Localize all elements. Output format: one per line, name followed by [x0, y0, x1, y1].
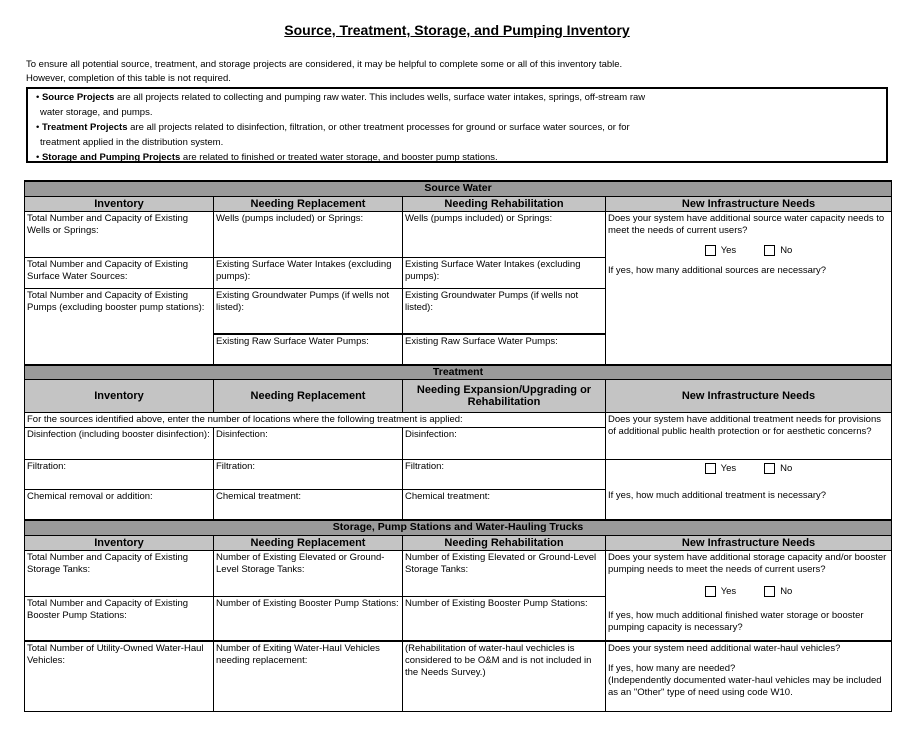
definitions-box — [26, 87, 888, 163]
inventory-cell[interactable]: Total Number of Utility-Owned Water-Haul Vehicles: — [25, 641, 214, 711]
inventory-cell[interactable]: Total Number and Capacity of Existing Surface Water Sources: — [25, 257, 214, 288]
inventory-cell[interactable]: Chemical removal or addition: — [25, 489, 214, 519]
no-checkbox[interactable] — [764, 586, 775, 597]
no-label: No — [780, 462, 793, 474]
col-header: Needing Expansion/Upgrading or Rehabilitation — [403, 379, 606, 412]
col-header: Needing Replacement — [214, 196, 403, 211]
yes-label: Yes — [720, 244, 737, 256]
section-header: Source Water — [25, 181, 892, 196]
term: Source Projects — [41, 92, 115, 103]
source-water-table — [24, 180, 892, 365]
storage-table — [24, 519, 892, 712]
col-header: New Infrastructure Needs — [606, 196, 892, 211]
inventory-cell[interactable]: Total Number and Capacity of Existing Pumps (excluding booster pump stations): — [25, 288, 214, 364]
question: Does your system need additional water-haul vehicles? — [608, 643, 841, 654]
replacement-cell[interactable]: Disinfection: — [214, 427, 403, 459]
replacement-cell[interactable]: Number of Exiting Water-Haul Vehicles needing replacement: — [214, 641, 403, 711]
followup-question: If yes, how much additional finished water storage or booster pumping capacity is necessary? — [608, 609, 864, 633]
section-header: Storage, Pump Stations and Water-Hauling Trucks — [25, 520, 892, 535]
inventory-cell[interactable]: Filtration: — [25, 459, 214, 489]
replacement-cell[interactable]: Wells (pumps included) or Springs: — [214, 211, 403, 257]
definition-cont: treatment applied in the distribution system. — [40, 137, 224, 148]
col-header: Needing Rehabilitation — [403, 535, 606, 550]
col-header: Needing Replacement — [214, 535, 403, 550]
term: Treatment Projects — [41, 122, 128, 133]
col-header: Needing Replacement — [214, 379, 403, 412]
rehab-cell[interactable]: Chemical treatment: — [403, 489, 606, 519]
rehab-cell[interactable]: Disinfection: — [403, 427, 606, 459]
definition: are all projects related to disinfection, filtration, or other treatment processes for ground or surface water sources, or for — [127, 122, 630, 133]
new-needs-cell — [606, 211, 892, 364]
replacement-cell[interactable]: Existing Groundwater Pumps (if wells not listed): — [214, 288, 403, 334]
treatment-note: For the sources identified above, enter the number of locations where the following treatment is applied: — [25, 412, 606, 427]
rehab-cell[interactable]: Filtration: — [403, 459, 606, 489]
definition-item: • Storage and Pumping Projects are related to finished or treated water storage, and booster pump stations. — [36, 152, 498, 163]
new-needs-cell — [606, 641, 892, 711]
rehab-cell[interactable]: Number of Existing Booster Pump Stations: — [403, 596, 606, 641]
intro-text — [26, 58, 622, 86]
definition-item: • Treatment Projects are all projects related to disinfection, filtration, or other treatment processes for ground or surface water sources, or for — [36, 122, 630, 133]
no-label: No — [780, 585, 793, 597]
col-header: Needing Rehabilitation — [403, 196, 606, 211]
col-header: Inventory — [25, 379, 214, 412]
rehab-cell[interactable]: Existing Surface Water Intakes (excluding pumps): — [403, 257, 606, 288]
col-header: New Infrastructure Needs — [606, 379, 892, 412]
no-checkbox[interactable] — [764, 463, 775, 474]
inventory-cell[interactable]: Total Number and Capacity of Existing Booster Pump Stations: — [25, 596, 214, 641]
definition-item: • Source Projects are all projects related to collecting and pumping raw water. This includes wells, surface water intakes, springs, off-stream raw — [36, 92, 646, 103]
question: Does your system have additional treatment needs for provisions of additional public health protection or for aesthetic concerns? — [606, 412, 892, 459]
rehab-cell[interactable]: Number of Existing Elevated or Ground-Level Storage Tanks: — [403, 550, 606, 596]
question: Does your system have additional storage capacity and/or booster pumping needs to meet the needs of current users? — [608, 551, 887, 575]
replacement-cell[interactable]: Number of Existing Booster Pump Stations: — [214, 596, 403, 641]
col-header: New Infrastructure Needs — [606, 535, 892, 550]
rehab-cell[interactable]: Existing Groundwater Pumps (if wells not listed): — [403, 288, 606, 334]
replacement-cell[interactable]: Number of Existing Elevated or Ground-Level Storage Tanks: — [214, 550, 403, 596]
yes-checkbox[interactable] — [705, 463, 716, 474]
rehab-cell[interactable]: Existing Raw Surface Water Pumps: — [403, 334, 606, 364]
yes-checkbox[interactable] — [705, 245, 716, 256]
section-header: Treatment — [25, 365, 892, 379]
replacement-cell[interactable]: Existing Surface Water Intakes (excluding pumps): — [214, 257, 403, 288]
intro-line: However, completion of this table is not required. — [26, 73, 231, 84]
rehab-cell: (Rehabilitation of water-haul vechicles is considered to be O&M and is not included in the Needs Survey.) — [403, 641, 606, 711]
yes-checkbox[interactable] — [705, 586, 716, 597]
yes-label: Yes — [720, 585, 737, 597]
note: (Independently documented water-haul vehicles may be included as an "Other" type of need using code W10. — [608, 675, 882, 698]
followup-question: If yes, how much additional treatment is necessary? — [606, 489, 892, 519]
no-label: No — [780, 244, 793, 256]
inventory-cell[interactable]: Total Number and Capacity of Existing Storage Tanks: — [25, 550, 214, 596]
rehab-cell[interactable]: Wells (pumps included) or Springs: — [403, 211, 606, 257]
no-checkbox[interactable] — [764, 245, 775, 256]
definition-cont: water storage, and pumps. — [40, 107, 153, 118]
term: Storage and Pumping Projects — [41, 152, 181, 163]
page-title: Source, Treatment, Storage, and Pumping Inventory — [284, 22, 630, 38]
col-header: Inventory — [25, 196, 214, 211]
replacement-cell[interactable]: Chemical treatment: — [214, 489, 403, 519]
followup-question: If yes, how many additional sources are necessary? — [608, 264, 827, 276]
replacement-cell[interactable]: Filtration: — [214, 459, 403, 489]
inventory-cell[interactable]: Disinfection (including booster disinfection): — [25, 427, 214, 459]
col-header: Inventory — [25, 535, 214, 550]
definition: are all projects related to collecting and pumping raw water. This includes wells, surface water intakes, springs, off-stream raw — [114, 92, 646, 103]
yes-label: Yes — [720, 462, 737, 474]
new-needs-cell — [606, 550, 892, 641]
definition: are related to finished or treated water storage, and booster pump stations. — [180, 152, 498, 163]
intro-line: To ensure all potential source, treatment, and storage projects are considered, it may be helpful to complete some or all of this inventory table. — [26, 59, 623, 70]
treatment-table — [24, 364, 892, 520]
replacement-cell[interactable]: Existing Raw Surface Water Pumps: — [214, 334, 403, 364]
question: Does your system have additional source water capacity needs to meet the needs of current users? — [608, 212, 885, 236]
followup-question: If yes, how many are needed? — [608, 663, 736, 674]
inventory-cell[interactable]: Total Number and Capacity of Existing Wells or Springs: — [25, 211, 214, 257]
